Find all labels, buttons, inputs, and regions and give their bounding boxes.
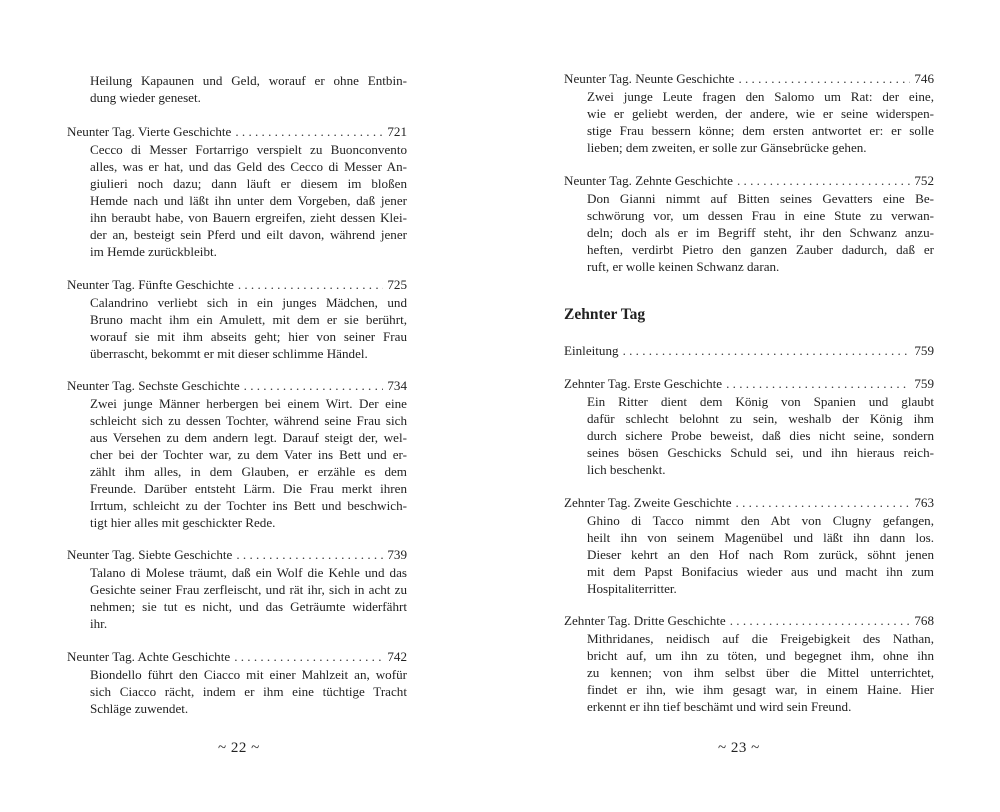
entry-summary — [90, 666, 407, 717]
summary-line: Dieser kehrt an den Hof nach Rom zurück, söhnt jenen — [587, 547, 934, 562]
page-number-right: ~ 23 ~ — [718, 740, 760, 756]
dot-leader — [737, 172, 910, 190]
summary-line: deln; doch als er im Begriff steht, ihr den Schwanz anzu- — [587, 225, 934, 240]
dot-leader — [726, 375, 910, 393]
summary-line: der an, besteigt sein Pferd und eilt davon, während jener — [90, 227, 407, 242]
summary-line: dung wieder geneset. — [90, 90, 201, 105]
toc-entry[interactable] — [67, 546, 407, 632]
summary-line: Cecco di Messer Fortarrigo verspielt zu Buonconvento — [90, 142, 407, 157]
summary-line: mit dem Papst Bonifacius wieder aus und macht ihn zum — [587, 564, 934, 579]
summary-line: Bruno macht ihm ein Amulett, mit dem er sie berührt, — [90, 312, 407, 327]
summary-line: Schläge zuwendet. — [90, 701, 189, 716]
entry-page-number: 742 — [387, 649, 407, 664]
summary-line: lich beschenkt. — [587, 462, 666, 477]
toc-entry[interactable] — [564, 172, 934, 275]
dot-leader — [736, 494, 911, 512]
summary-line: alles, was er hat, und das Geld des Cecco di Messer An- — [90, 159, 407, 174]
entry-summary — [587, 88, 934, 156]
continued-summary — [67, 72, 407, 106]
toc-entry[interactable] — [564, 375, 934, 478]
toc-entry-introduction[interactable] — [564, 342, 934, 360]
summary-line: im Hemde zurückbleibt. — [90, 244, 217, 259]
summary-line: worauf sie mit ihm abseits geht; hier von seiner Frau — [90, 329, 407, 344]
entry-title: Einleitung — [564, 343, 619, 358]
entry-summary — [587, 630, 934, 715]
dot-leader — [234, 648, 383, 666]
toc-entry[interactable] — [67, 377, 407, 531]
toc-entry[interactable] — [564, 494, 934, 597]
entry-title: Zehnter Tag. Dritte Geschichte — [564, 613, 726, 628]
entry-summary — [587, 393, 934, 478]
summary-line: Hospitaliterritter. — [587, 581, 677, 596]
dot-leader — [623, 342, 911, 360]
entry-page-number: 759 — [914, 343, 934, 358]
summary-line: zu kennen; von ihm selbst über die Mittel unterrichtet, — [587, 665, 934, 680]
summary-line: seines bösen Geschicks Schuld sei, und ihn hieraus reich- — [587, 445, 934, 460]
summary-line: Biondello führt den Ciacco mit einer Mahlzeit an, wofür — [90, 667, 407, 682]
summary-line: heilt ihn von seinem Magenübel und läßt ihn dann los. — [587, 530, 934, 545]
summary-line: ihn beraubt habe, von Bauern ergreifen, zieht dessen Klei- — [90, 210, 407, 225]
summary-line: schwörung vor, um dessen Frau in eine Stute zu verwan- — [587, 208, 934, 223]
entry-title: Neunter Tag. Siebte Geschichte — [67, 547, 233, 562]
dot-leader — [235, 123, 383, 141]
summary-line: giulieri noch dazu; dann läuft er diesem im bloßen — [90, 176, 407, 191]
entry-title: Zehnter Tag. Zweite Geschichte — [564, 495, 732, 510]
summary-line: bricht auf, um ihn zu töten, und begegnet ihm, ohne ihn — [587, 648, 934, 663]
summary-line: Talano di Molese träumt, daß ein Wolf die Kehle und das — [90, 565, 407, 580]
summary-line: ihr. — [90, 616, 108, 631]
summary-line: nehmen; sie tut es nicht, und das Geträumte widerfährt — [90, 599, 407, 614]
summary-line: sich Ciacco rächt, indem er ihm eine tüchtige Tracht — [90, 684, 407, 699]
entry-page-number: 763 — [914, 495, 934, 510]
summary-line: Ghino di Tacco nimmt den Abt von Clugny gefangen, — [587, 513, 934, 528]
entry-summary — [587, 512, 934, 597]
entry-page-number: 768 — [914, 613, 934, 628]
dot-leader — [738, 70, 910, 88]
section-heading: Zehnter Tag — [564, 306, 646, 323]
entry-page-number: 739 — [387, 547, 407, 562]
toc-entry[interactable] — [67, 648, 407, 717]
toc-entry[interactable] — [67, 276, 407, 362]
summary-line: zählt ihm alles, in dem Glauben, er erzähle es dem — [90, 464, 407, 479]
summary-line: Calandrino verliebt sich in ein junges Mädchen, und — [90, 295, 407, 310]
summary-line: stige Frau bessern könne; dem ersten antwortet er: er solle — [587, 123, 934, 138]
summary-line: Irrtum, schleicht zu der Tochter ins Bett und beschwich- — [90, 498, 407, 513]
summary-line: Freunde. Darüber entsteht Lärm. Die Frau merkt ihren — [90, 481, 407, 496]
entry-title: Zehnter Tag. Erste Geschichte — [564, 376, 723, 391]
entry-summary — [90, 564, 407, 632]
entry-page-number: 725 — [387, 277, 407, 292]
toc-entry[interactable] — [564, 70, 934, 156]
dot-leader — [730, 612, 911, 630]
toc-entry[interactable] — [67, 123, 407, 260]
summary-line: aus Versehen zu dem andern legt. Darauf steigt der, wel- — [90, 430, 407, 445]
summary-line: Hemde nach und läßt ihn unter dem Vorgeben, daß jener — [90, 193, 407, 208]
entry-summary — [587, 190, 934, 275]
summary-line: Heilung Kapaunen und Geld, worauf er ohne Entbin- — [90, 73, 407, 88]
summary-line: ruft, er wolle keinen Schwanz daran. — [587, 259, 780, 274]
dot-leader — [238, 276, 384, 294]
summary-line: findet er ihn, wie ihm gesagt war, in einem Haine. Hier — [587, 682, 934, 697]
entry-title: Neunter Tag. Sechste Geschichte — [67, 378, 240, 393]
entry-page-number: 734 — [387, 378, 407, 393]
summary-line: Ein Ritter dient dem König von Spanien und glaubt — [587, 394, 934, 409]
summary-line: Zwei junge Leute fragen den Salomo um Rat: der eine, — [587, 89, 934, 104]
summary-line: Mithridanes, neidisch auf die Freigebigkeit des Nathan, — [587, 631, 934, 646]
summary-line: durch sichere Probe beweist, daß dies nicht seine, sondern — [587, 428, 934, 443]
summary-line: lieben; dem zweiten, er solle zur Gänsebrücke gehen. — [587, 140, 867, 155]
entry-title: Neunter Tag. Vierte Geschichte — [67, 124, 232, 139]
entry-page-number: 752 — [914, 173, 934, 188]
dot-leader — [236, 546, 383, 564]
summary-line: Gesichte seiner Frau zerfleischt, und rät ihr, sich in acht zu — [90, 582, 407, 597]
summary-line: schleicht sich zu dessen Tochter, während seine Frau sich — [90, 413, 407, 428]
entry-page-number: 759 — [914, 376, 934, 391]
summary-line: erkennt er ihn tief beschämt und wird sein Freund. — [587, 699, 852, 714]
entry-page-number: 721 — [387, 124, 407, 139]
entry-summary — [90, 294, 407, 362]
entry-page-number: 746 — [914, 71, 934, 86]
entry-title: Neunter Tag. Fünfte Geschichte — [67, 277, 234, 292]
entry-title: Neunter Tag. Zehnte Geschichte — [564, 173, 733, 188]
summary-line: Don Gianni nimmt auf Bitten seines Gevatters eine Be- — [587, 191, 934, 206]
entry-title: Neunter Tag. Neunte Geschichte — [564, 71, 735, 86]
toc-entry[interactable] — [564, 612, 934, 715]
entry-summary — [90, 141, 407, 260]
summary-line: dafür schlecht belohnt zu sein, weshalb der König ihm — [587, 411, 934, 426]
page-number-left: ~ 22 ~ — [218, 740, 260, 756]
summary-line: Zwei junge Männer herbergen bei einem Wirt. Der eine — [90, 396, 407, 411]
summary-line: tigt hier alles mit geschickter Rede. — [90, 515, 276, 530]
dot-leader — [244, 377, 384, 395]
summary-line: heften, verdirbt Pietro den ganzen Zauber dadurch, daß er — [587, 242, 934, 257]
summary-line: überrascht, bekommt er mit dieser schlimme Händel. — [90, 346, 368, 361]
summary-line: cher bei der Tochter war, zu dem Vater ins Bett und er- — [90, 447, 407, 462]
summary-line: wie er geliebt werden, der andere, wie er seine widerspen- — [587, 106, 934, 121]
entry-title: Neunter Tag. Achte Geschichte — [67, 649, 231, 664]
entry-summary — [90, 395, 407, 531]
